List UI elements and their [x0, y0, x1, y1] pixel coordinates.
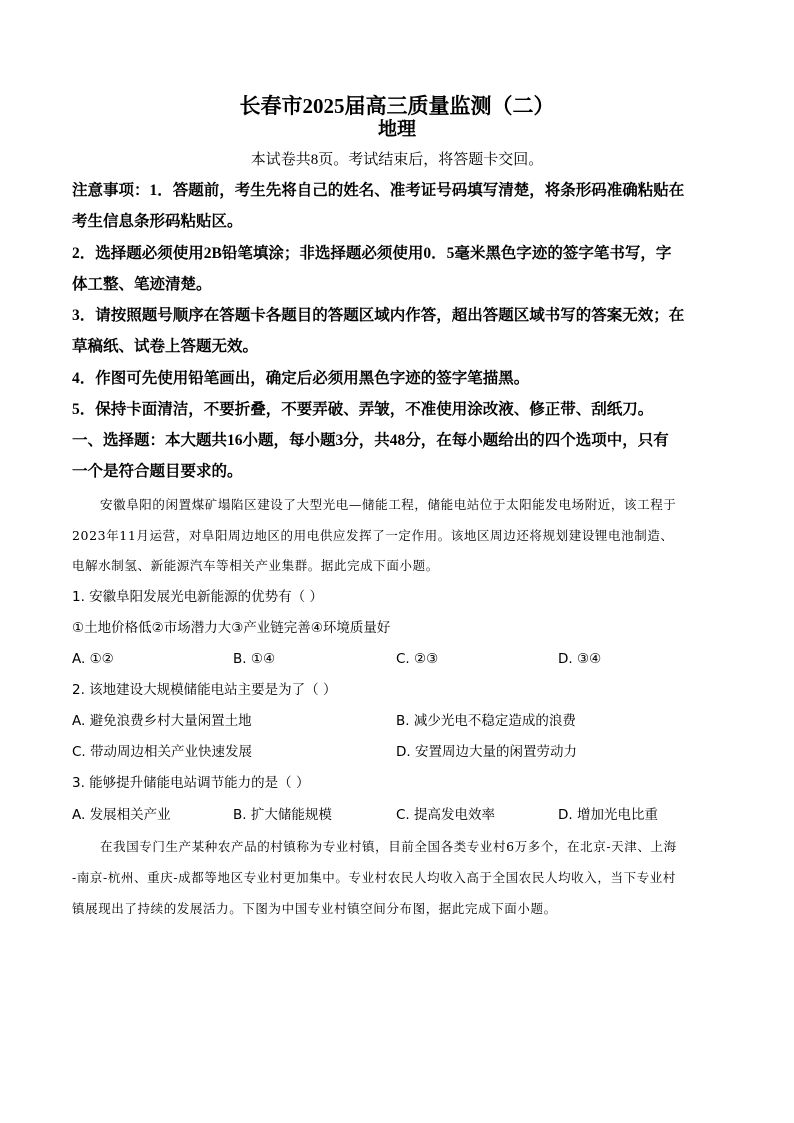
- question-stem: 2. 该地建设大规模储能电站主要是为了（ ）: [72, 682, 337, 698]
- answer-option: C. 提高发电效率: [396, 807, 496, 823]
- intro-text: 本试卷共8页。考试结束后，将答题卡交回。: [250, 152, 544, 168]
- note-line: 注意事项：1．答题前，考生先将自己的姓名、准考证号码填写清楚，将条形码准确粘贴在: [72, 182, 685, 199]
- answer-option: B. 扩大储能规模: [233, 807, 332, 823]
- answer-option: A. ①②: [72, 651, 114, 667]
- answer-option: A. 避免浪费乡村大量闲置土地: [72, 713, 252, 729]
- passage-line: 在我国专门生产某种农产品的村镇称为专业村镇，目前全国各类专业村6万多个，在北京-天津、上海: [100, 839, 677, 854]
- section-heading: 一、选择题：本大题共16小题，每小题3分，共48分，在每小题给出的四个选项中，只有: [72, 432, 669, 449]
- note-line: 2．选择题必须使用2B铅笔填涂；非选择题必须使用0．5毫米黑色字迹的签字笔书写，字: [72, 245, 672, 262]
- section-heading: 一个是符合题目要求的。: [72, 463, 243, 480]
- passage-line: -南京-杭州、重庆-成都等地区专业村更加集中。专业村农民人均收入高于全国农民人均收入，当下专业村: [72, 870, 676, 885]
- question-items: ①土地价格低②市场潜力大③产业链完善④环境质量好: [72, 620, 391, 636]
- note-line: 4．作图可先使用铅笔画出，确定后必须用黑色字迹的签字笔描黑。: [72, 370, 530, 387]
- answer-option: C. 带动周边相关产业快速发展: [72, 744, 253, 760]
- answer-option: B. ①④: [233, 651, 276, 667]
- answer-option: B. 减少光电不稳定造成的浪费: [396, 713, 576, 729]
- answer-option: A. 发展相关产业: [72, 807, 171, 823]
- question-stem: 3. 能够提升储能电站调节能力的是（ ）: [72, 775, 310, 791]
- passage-line: 2023年11月运营，对阜阳周边地区的用电供应发挥了一定作用。该地区周边还将规划建设锂电池制造、: [72, 528, 674, 543]
- answer-option: D. ③④: [558, 651, 602, 667]
- note-line: 草稿纸、试卷上答题无效。: [72, 338, 259, 355]
- passage-line: 电解水制氢、新能源汽车等相关产业集群。据此完成下面小题。: [72, 558, 439, 573]
- note-line: 5．保持卡面清洁，不要折叠，不要弄破、弄皱，不准使用涂改液、修正带、刮纸刀。: [72, 401, 654, 418]
- note-line: 体工整、笔迹清楚。: [72, 276, 212, 293]
- note-line: 3．请按照题号顺序在答题卡各题目的答题区域内作答，超出答题区域书写的答案无效；在: [72, 307, 685, 324]
- note-line: 考生信息条形码粘贴区。: [72, 213, 243, 230]
- answer-option: D. 安置周边大量的闲置劳动力: [396, 744, 577, 760]
- passage-line: 安徽阜阳的闲置煤矿塌陷区建设了大型光电—储能工程，储能电站位于太阳能发电场附近，该工程于: [100, 497, 677, 512]
- subject-title: 地理: [377, 119, 416, 140]
- answer-option: D. 增加光电比重: [558, 807, 658, 823]
- passage-line: 镇展现出了持续的发展活力。下图为中国专业村镇空间分布图，据此完成下面小题。: [72, 901, 557, 916]
- page-title: 长春市2025届高三质量监测（二）: [239, 94, 555, 118]
- answer-option: C. ②③: [396, 651, 439, 667]
- question-stem: 1. 安徽阜阳发展光电新能源的优势有（ ）: [72, 589, 323, 605]
